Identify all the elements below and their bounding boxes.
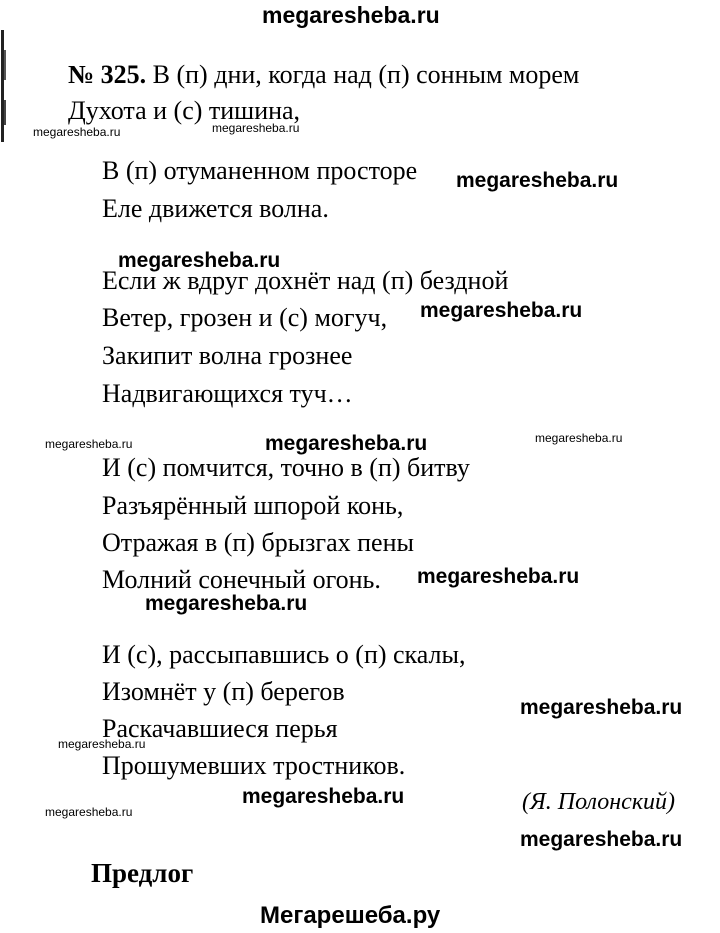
footer-brand: Мегарешеба.ру	[260, 902, 441, 929]
poem-line-11: Отражая в (п) брызгах пены	[102, 528, 414, 557]
poem-line-15: Раскачавшиеся перья	[102, 714, 338, 743]
poem-line-9: И (с) помчится, точно в (п) битву	[102, 453, 470, 482]
watermark-big: megaresheba.ru	[520, 828, 683, 851]
watermark-top: megaresheba.ru	[262, 2, 440, 28]
watermark-big: megaresheba.ru	[520, 696, 683, 719]
exercise-number: № 325.	[68, 60, 147, 89]
watermark-big: megaresheba.ru	[456, 169, 619, 192]
poem-line-16: Прошумевших тростников.	[102, 751, 406, 780]
watermark-small: megaresheba.ru	[58, 737, 146, 751]
poem-line-6: Ветер, грозен и (с) могуч,	[102, 303, 388, 332]
watermark-small: megaresheba.ru	[45, 805, 133, 819]
poem-line-14: Изомнёт у (п) берегов	[102, 677, 345, 706]
poem-line-13: И (с), рассыпавшись о (п) скалы,	[102, 640, 466, 669]
poem-line-5: Если ж вдруг дохнёт над (п) бездной	[102, 266, 509, 295]
poem-line-text: В (п) дни, когда над (п) сонным морем	[152, 60, 580, 89]
page-edge-scan-artifact	[0, 30, 8, 142]
watermark-small: megaresheba.ru	[45, 437, 133, 451]
watermark-big: megaresheba.ru	[265, 432, 428, 455]
section-heading: Предлог	[91, 858, 194, 888]
poem-line-8: Надвигающихся туч…	[102, 379, 353, 408]
poem-line-1	[68, 62, 579, 88]
watermark-big: megaresheba.ru	[118, 249, 281, 272]
watermark-small: megaresheba.ru	[212, 121, 300, 135]
watermark-big: megaresheba.ru	[420, 299, 583, 322]
poem-author: (Я. Полонский)	[522, 789, 676, 815]
poem-line-10: Разъярённый шпорой конь,	[102, 491, 404, 520]
poem-line-3: В (п) отуманенном просторе	[102, 156, 418, 185]
poem-line-2: Духота и (с) тишина,	[68, 96, 301, 125]
watermark-big: megaresheba.ru	[242, 785, 405, 808]
poem-line-12: Молний сонечный огонь.	[102, 565, 381, 594]
poem-line-4: Еле движется волна.	[102, 194, 329, 223]
watermark-big: megaresheba.ru	[417, 565, 580, 588]
watermark-small: megaresheba.ru	[33, 125, 121, 139]
poem-line-7: Закипит волна грознее	[102, 341, 353, 370]
watermark-big: megaresheba.ru	[145, 592, 308, 615]
watermark-small: megaresheba.ru	[535, 431, 623, 445]
